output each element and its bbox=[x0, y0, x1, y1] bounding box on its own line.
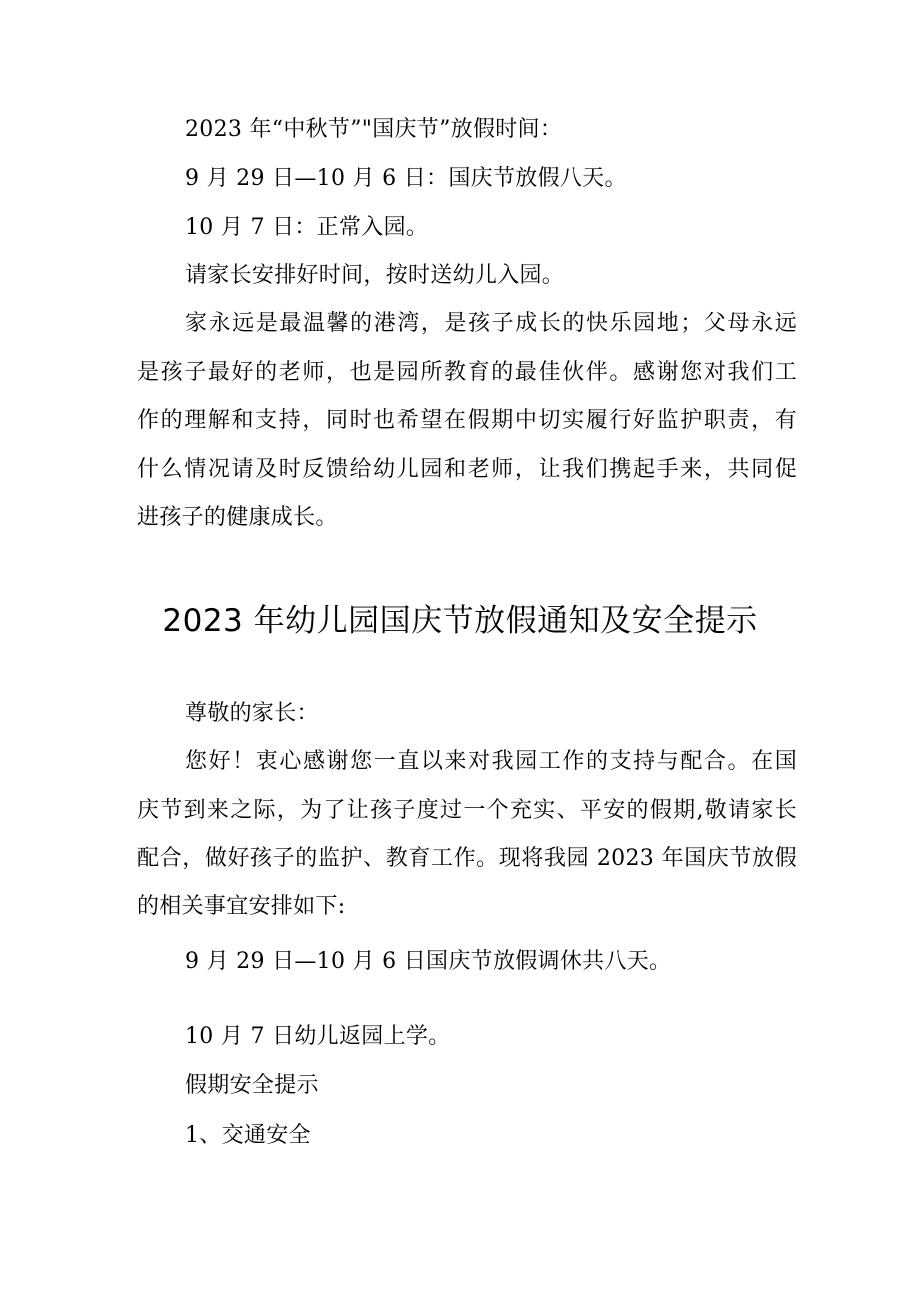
holiday-dates-line: 9 月 29 日—10 月 6 日国庆节放假调休共八天。 bbox=[185, 949, 672, 974]
safety-heading: 假期安全提示 bbox=[185, 1073, 319, 1098]
holiday-dates-line: 9 月 29 日—10 月 6 日：国庆节放假八天。 bbox=[185, 166, 627, 191]
return-date-line: 10 月 7 日：正常入园。 bbox=[185, 215, 429, 240]
paragraph-line: 庆节到来之际，为了让孩子度过一个充实、平安的假期,敬请家长 bbox=[137, 798, 797, 823]
paragraph-line: 是孩子最好的老师，也是园所教育的最佳伙伴。感谢您对我们工 bbox=[137, 360, 797, 385]
paragraph-line: 您好！衷心感谢您一直以来对我园工作的支持与配合。在国 bbox=[185, 749, 797, 774]
paragraph-line: 进孩子的健康成长。 bbox=[137, 505, 338, 530]
holiday-time-heading: 2023 年“中秋节”"国庆节”放假时间： bbox=[185, 117, 563, 142]
paragraph-line: 的相关事宜安排如下: bbox=[137, 894, 346, 919]
paragraph-line: 配合，做好孩子的监护、教育工作。现将我园 2023 年国庆节放假 bbox=[137, 846, 797, 871]
paragraph-line: 作的理解和支持，同时也希望在假期中切实履行好监护职责，有 bbox=[137, 408, 797, 433]
paragraph-line: 家永远是最温馨的港湾，是孩子成长的快乐园地；父母永远 bbox=[185, 311, 797, 336]
paragraph-line: 什么情况请及时反馈给幼儿园和老师，让我们携起手来，共同促 bbox=[137, 457, 797, 482]
arrange-time-line: 请家长安排好时间，按时送幼儿入园。 bbox=[185, 263, 565, 288]
salutation: 尊敬的家长： bbox=[185, 701, 319, 726]
safety-item: 1、交通安全 bbox=[185, 1123, 311, 1148]
return-date-line: 10 月 7 日幼儿返园上学。 bbox=[185, 1024, 451, 1049]
notice-title: 2023 年幼儿园国庆节放假通知及安全提示 bbox=[162, 603, 758, 639]
